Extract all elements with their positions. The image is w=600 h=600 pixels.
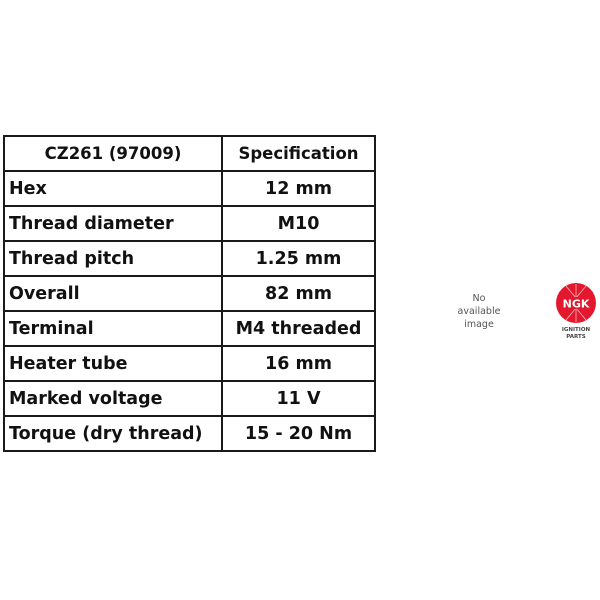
row-value: M10 [222, 206, 375, 241]
table-row [4, 276, 375, 311]
row-label: Hex [4, 171, 222, 206]
row-label: Torque (dry thread) [4, 416, 222, 451]
table-row [4, 171, 375, 206]
row-value: 15 - 20 Nm [222, 416, 375, 451]
row-label: Terminal [4, 311, 222, 346]
table-row [4, 241, 375, 276]
header-spec: Specification [222, 136, 375, 171]
ngk-logo [552, 282, 600, 341]
logo-tagline: PARTS [566, 334, 586, 340]
row-label: Heater tube [4, 346, 222, 381]
table-row [4, 381, 375, 416]
no-image-placeholder [452, 292, 506, 331]
placeholder-line: image [464, 319, 494, 330]
row-value: 12 mm [222, 171, 375, 206]
table-row [4, 206, 375, 241]
placeholder-line: available [457, 306, 501, 317]
svg-text:NGK: NGK [562, 297, 590, 311]
row-label: Thread pitch [4, 241, 222, 276]
table-row [4, 416, 375, 451]
header-part: CZ261 (97009) [4, 136, 222, 171]
spec-table [3, 135, 376, 452]
table-header [4, 136, 375, 171]
table-row [4, 311, 375, 346]
row-value: 1.25 mm [222, 241, 375, 276]
row-label: Marked voltage [4, 381, 222, 416]
placeholder-line: No [472, 293, 486, 304]
row-label: Overall [4, 276, 222, 311]
row-label: Thread diameter [4, 206, 222, 241]
row-value: M4 threaded [222, 311, 375, 346]
row-value: 82 mm [222, 276, 375, 311]
table-row [4, 346, 375, 381]
row-value: 11 V [222, 381, 375, 416]
logo-tagline: IGNITION [561, 327, 591, 333]
row-value: 16 mm [222, 346, 375, 381]
ngk-logo-icon [555, 282, 597, 324]
